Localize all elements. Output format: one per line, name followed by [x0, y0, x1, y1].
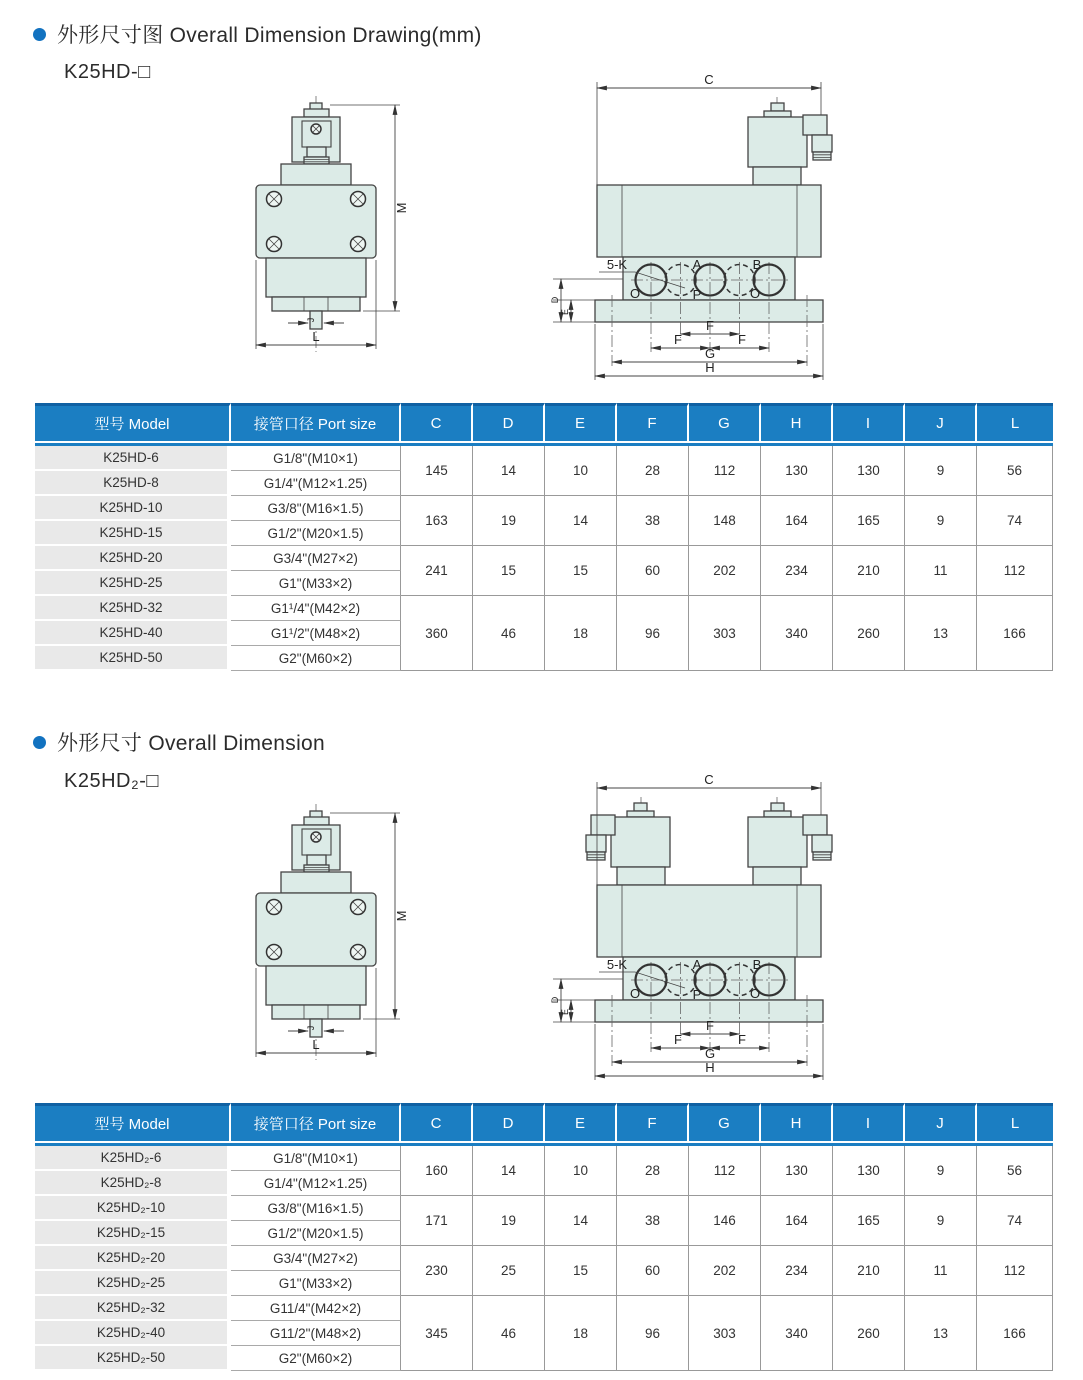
dimension-value-cell: 9: [905, 496, 977, 546]
dimension-value-cell: 166: [977, 1296, 1053, 1371]
dimension-value-cell: 13: [905, 1296, 977, 1371]
side-view-drawing-1: [547, 72, 843, 384]
dimension-value-cell: 74: [977, 496, 1053, 546]
dimension-value-cell: 56: [977, 446, 1053, 496]
dimension-value-cell: 14: [473, 1146, 545, 1196]
dimension-value-cell: 19: [473, 496, 545, 546]
table-row: [35, 1146, 1053, 1171]
side-view-drawing-2: [547, 772, 843, 1084]
dimension-value-cell: 28: [617, 446, 689, 496]
dimension-value-cell: 9: [905, 1196, 977, 1246]
dimension-value-cell: 303: [689, 1296, 761, 1371]
dimension-value-cell: 234: [761, 1246, 833, 1296]
port-size-cell: G1¹/4"(M42×2): [231, 596, 401, 621]
dimension-value-cell: 9: [905, 1146, 977, 1196]
dimension-value-cell: 260: [833, 596, 905, 671]
bullet-icon: [33, 28, 46, 41]
dimension-value-cell: 164: [761, 496, 833, 546]
port-size-cell: G1/2"(M20×1.5): [231, 1221, 401, 1246]
table-row: [35, 1196, 1053, 1221]
dimension-value-cell: 164: [761, 1196, 833, 1246]
dimension-table-1: [35, 403, 1053, 671]
model-cell: K25HD₂-6: [35, 1146, 231, 1171]
model-cell: K25HD₂-50: [35, 1346, 231, 1371]
dimension-value-cell: 96: [617, 1296, 689, 1371]
port-size-cell: G11/2"(M48×2): [231, 1321, 401, 1346]
dimension-value-cell: 96: [617, 596, 689, 671]
model-cell: K25HD₂-32: [35, 1296, 231, 1321]
model-cell: K25HD-8: [35, 471, 231, 496]
dimension-value-cell: 18: [545, 596, 617, 671]
dimension-value-cell: 13: [905, 596, 977, 671]
dimension-value-cell: 38: [617, 496, 689, 546]
dimension-value-cell: 112: [977, 546, 1053, 596]
dimension-value-cell: 130: [833, 1146, 905, 1196]
dimension-value-cell: 14: [545, 1196, 617, 1246]
dimension-value-cell: 166: [977, 596, 1053, 671]
dimension-value-cell: 15: [545, 1246, 617, 1296]
column-header: 接管口径 Port size: [231, 403, 401, 441]
column-header: C: [401, 403, 473, 441]
port-size-cell: G3/8"(M16×1.5): [231, 496, 401, 521]
model-cell: K25HD₂-15: [35, 1221, 231, 1246]
column-header: J: [905, 1103, 977, 1141]
column-header: E: [545, 403, 617, 441]
model-cell: K25HD-10: [35, 496, 231, 521]
column-header: E: [545, 1103, 617, 1141]
port-size-cell: G1/4"(M12×1.25): [231, 471, 401, 496]
column-header: J: [905, 403, 977, 441]
dimension-value-cell: 14: [545, 496, 617, 546]
table-row: [35, 446, 1053, 471]
table-header-row: [35, 403, 1053, 441]
dimension-value-cell: 130: [761, 1146, 833, 1196]
column-header: H: [761, 1103, 833, 1141]
dimension-value-cell: 112: [977, 1246, 1053, 1296]
column-header: F: [617, 1103, 689, 1141]
dimension-value-cell: 10: [545, 446, 617, 496]
model-cell: K25HD₂-40: [35, 1321, 231, 1346]
dimension-value-cell: 303: [689, 596, 761, 671]
model-cell: K25HD-6: [35, 446, 231, 471]
dimension-value-cell: 345: [401, 1296, 473, 1371]
column-header: G: [689, 1103, 761, 1141]
column-header: 接管口径 Port size: [231, 1103, 401, 1141]
column-header: L: [977, 1103, 1053, 1141]
dimension-value-cell: 340: [761, 596, 833, 671]
dimension-value-cell: 15: [545, 546, 617, 596]
dimension-value-cell: 210: [833, 1246, 905, 1296]
dimension-value-cell: 165: [833, 1196, 905, 1246]
port-size-cell: G1/4"(M12×1.25): [231, 1171, 401, 1196]
column-header: L: [977, 403, 1053, 441]
dimension-value-cell: 202: [689, 546, 761, 596]
dimension-value-cell: 11: [905, 546, 977, 596]
column-header: F: [617, 403, 689, 441]
dimension-value-cell: 241: [401, 546, 473, 596]
port-size-cell: G3/4"(M27×2): [231, 546, 401, 571]
section2-title-row: [33, 727, 325, 757]
port-size-cell: G1/8"(M10×1): [231, 1146, 401, 1171]
dimension-value-cell: 160: [401, 1146, 473, 1196]
model-cell: K25HD-20: [35, 546, 231, 571]
section1-model-code: K25HD-□: [64, 61, 151, 83]
table-header-row: [35, 1103, 1053, 1141]
dimension-value-cell: 210: [833, 546, 905, 596]
bullet-icon: [33, 736, 46, 749]
dimension-value-cell: 360: [401, 596, 473, 671]
section1-title-row: [33, 19, 482, 49]
model-cell: K25HD-50: [35, 646, 231, 671]
front-view-drawing-1: [230, 90, 430, 390]
front-view-drawing-2: [230, 798, 430, 1098]
table-row: [35, 1296, 1053, 1321]
table-row: [35, 596, 1053, 621]
dimension-value-cell: 14: [473, 446, 545, 496]
table-row: [35, 1246, 1053, 1271]
model-cell: K25HD₂-25: [35, 1271, 231, 1296]
dimension-value-cell: 18: [545, 1296, 617, 1371]
column-header: 型号 Model: [35, 1103, 231, 1141]
dimension-value-cell: 11: [905, 1246, 977, 1296]
dimension-value-cell: 230: [401, 1246, 473, 1296]
column-header: H: [761, 403, 833, 441]
dimension-value-cell: 130: [833, 446, 905, 496]
table-row: [35, 546, 1053, 571]
dimension-value-cell: 130: [761, 446, 833, 496]
dimension-value-cell: 234: [761, 546, 833, 596]
port-size-cell: G1"(M33×2): [231, 571, 401, 596]
port-size-cell: G2"(M60×2): [231, 646, 401, 671]
section2-model-code: K25HD₂-□: [64, 770, 159, 792]
model-cell: K25HD-32: [35, 596, 231, 621]
dimension-value-cell: 60: [617, 546, 689, 596]
dimension-value-cell: 202: [689, 1246, 761, 1296]
port-size-cell: G1¹/2"(M48×2): [231, 621, 401, 646]
table-row: [35, 496, 1053, 521]
dimension-value-cell: 60: [617, 1246, 689, 1296]
dimension-value-cell: 171: [401, 1196, 473, 1246]
dimension-value-cell: 25: [473, 1246, 545, 1296]
dimension-value-cell: 10: [545, 1146, 617, 1196]
column-header: D: [473, 1103, 545, 1141]
dimension-value-cell: 46: [473, 596, 545, 671]
port-size-cell: G3/4"(M27×2): [231, 1246, 401, 1271]
model-cell: K25HD₂-8: [35, 1171, 231, 1196]
dimension-table-2: [35, 1103, 1053, 1371]
dimension-value-cell: 9: [905, 446, 977, 496]
model-cell: K25HD₂-10: [35, 1196, 231, 1221]
model-cell: K25HD₂-20: [35, 1246, 231, 1271]
port-size-cell: G11/4"(M42×2): [231, 1296, 401, 1321]
dimension-value-cell: 112: [689, 446, 761, 496]
dimension-value-cell: 148: [689, 496, 761, 546]
dimension-value-cell: 46: [473, 1296, 545, 1371]
model-cell: K25HD-25: [35, 571, 231, 596]
column-header: C: [401, 1103, 473, 1141]
dimension-value-cell: 19: [473, 1196, 545, 1246]
model-cell: K25HD-40: [35, 621, 231, 646]
column-header: G: [689, 403, 761, 441]
port-size-cell: G1/2"(M20×1.5): [231, 521, 401, 546]
section1-title: 外形尺寸图 Overall Dimension Drawing(mm): [57, 24, 482, 47]
dimension-value-cell: 260: [833, 1296, 905, 1371]
dimension-value-cell: 15: [473, 546, 545, 596]
dimension-value-cell: 145: [401, 446, 473, 496]
port-size-cell: G3/8"(M16×1.5): [231, 1196, 401, 1221]
dimension-value-cell: 112: [689, 1146, 761, 1196]
dimension-value-cell: 74: [977, 1196, 1053, 1246]
dimension-value-cell: 146: [689, 1196, 761, 1246]
dimension-value-cell: 163: [401, 496, 473, 546]
model-cell: K25HD-15: [35, 521, 231, 546]
dimension-value-cell: 56: [977, 1146, 1053, 1196]
dimension-value-cell: 165: [833, 496, 905, 546]
section2-title: 外形尺寸 Overall Dimension: [57, 732, 325, 755]
dimension-value-cell: 38: [617, 1196, 689, 1246]
port-size-cell: G1/8"(M10×1): [231, 446, 401, 471]
port-size-cell: G2"(M60×2): [231, 1346, 401, 1371]
dimension-value-cell: 28: [617, 1146, 689, 1196]
column-header: I: [833, 403, 905, 441]
column-header: D: [473, 403, 545, 441]
column-header: 型号 Model: [35, 403, 231, 441]
port-size-cell: G1"(M33×2): [231, 1271, 401, 1296]
column-header: I: [833, 1103, 905, 1141]
dimension-value-cell: 340: [761, 1296, 833, 1371]
